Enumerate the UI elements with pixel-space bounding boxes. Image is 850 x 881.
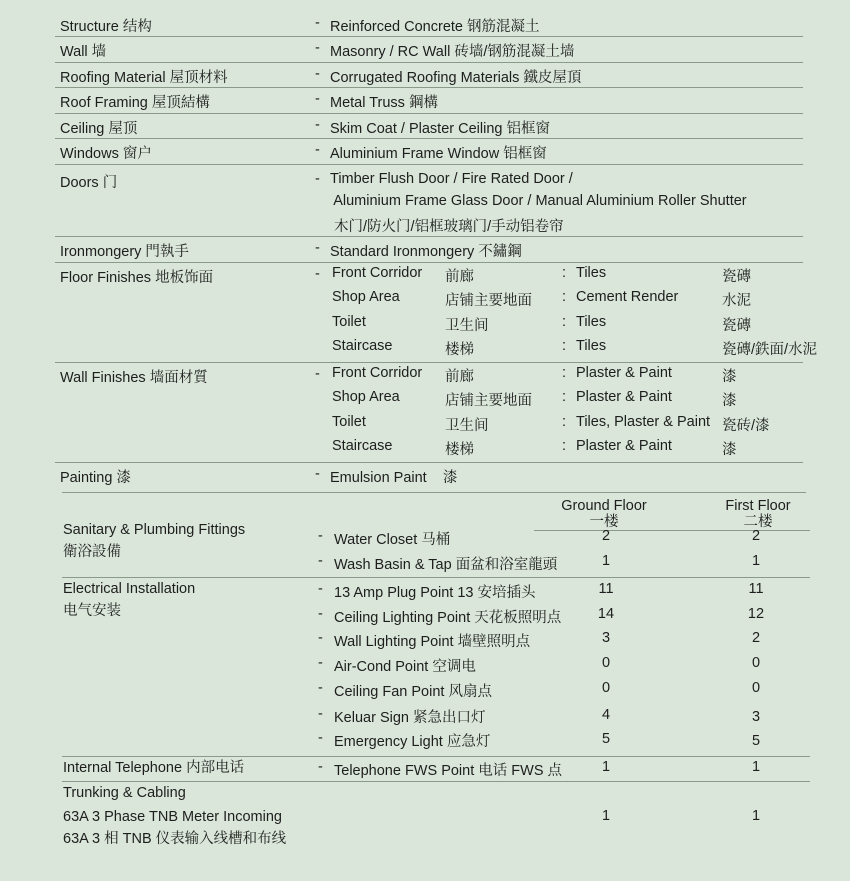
finish-area: Shop Area [332,289,400,305]
spec-row-structure [55,12,803,37]
finish-material: Cement Render [576,289,679,305]
floor-finishes-row [55,263,818,363]
spec-label: Roof Framing 屋顶結構 [60,95,210,111]
dash: - [315,239,320,256]
fitting-item-name: Telephone FWS Point 电话 FWS 点 [334,763,563,779]
finish-material-zh: 瓷砖/漆 [722,417,770,434]
spec-label: Structure 结构 [60,19,152,35]
specifications-table [55,12,818,489]
fitting-group-label [63,782,286,850]
spec-value-line: Corrugated Roofing Materials 鐵皮屋頂 [330,69,582,86]
first-floor-count: 2 [751,630,761,646]
fitting-item-name: Wall Lighting Point 墙壁照明点 [334,634,531,650]
finish-material-zh: 水泥 [722,293,751,309]
finish-material: Tiles, Plaster & Paint [576,413,711,430]
finish-material-zh: 漆 [722,393,737,409]
finish-row [330,338,850,363]
colon: : [562,413,567,430]
spec-value [330,40,574,62]
finish-material: Tiles [576,264,607,281]
ground-floor-count: 1 [601,553,611,569]
finish-material: Tiles [576,313,607,330]
finish-material: Plaster & Paint [576,364,672,381]
fitting-group-telephone [62,756,810,782]
spec-label: Wall Finishes 墙面材質 [60,369,208,386]
spec-row-ceiling [55,114,803,140]
ground-floor-count: 1 [601,759,611,775]
first-floor-count: 0 [751,680,761,696]
colon: : [562,338,567,354]
spec-value [330,240,522,262]
divider [62,492,806,493]
spec-row-doors [55,165,803,237]
first-floor-count: 5 [751,733,761,749]
finish-area-zh: 前廊 [445,368,474,385]
spec-row-windows [55,139,803,165]
spec-label: Painting 漆 [60,469,131,486]
spec-value [330,66,581,88]
fitting-item-name: Keluar Sign 紧急出口灯 [334,710,486,726]
spec-value [330,142,547,164]
wall-finishes-list [330,365,850,463]
finish-material: Plaster & Paint [576,389,672,405]
colon: : [562,438,567,454]
spec-value [330,15,540,37]
ground-floor-label: Ground Floor [561,498,647,514]
first-floor-count: 11 [748,581,764,597]
colon: : [562,264,567,281]
ground-floor-count: 1 [601,808,611,824]
finish-material-zh: 漆 [722,442,737,458]
ground-floor-count: 4 [601,707,611,723]
dash: - [315,40,320,56]
dash: - [318,581,323,597]
ground-floor-count: 14 [597,606,615,622]
spec-value-line: Standard Ironmongery 不鏽鋼 [330,243,522,260]
spec-value-line: Reinforced Concrete 钢筋混凝土 [330,19,540,35]
fitting-item-name: Ceiling Fan Point 风扇点 [334,684,492,700]
finish-area-zh: 店铺主要地面 [445,293,532,309]
finish-material-zh: 瓷磚/鉄面/水泥 [722,342,818,358]
dash: - [318,759,323,775]
dash: - [315,15,320,31]
fitting-group-label [63,519,245,563]
finish-area-zh: 前廊 [445,268,474,285]
dash: - [318,730,323,746]
spec-value-line: Emulsion Paint 漆 [330,469,458,486]
colon: : [562,289,567,305]
dash: - [318,630,323,646]
finish-material-zh: 瓷磚 [722,317,751,334]
trunking-item-zh: 63A 3 相 TNB 仪表输入线槽和布线 [63,831,287,847]
fitting-item-name: 13 Amp Plug Point 13 安培插头 [334,585,536,601]
fitting-item-name: Wash Basin & Tap 面盆和浴室龍頭 [334,557,558,573]
finish-area-zh: 店铺主要地面 [445,393,532,409]
finish-area: Front Corridor [332,264,423,281]
dash: - [315,365,320,382]
spec-row-roofing-material [55,63,803,89]
ground-floor-count: 2 [601,528,611,544]
spec-row-painting [55,463,803,489]
spec-value-line: Aluminium Frame Window 铝框窗 [330,146,547,162]
finish-area: Toilet [332,413,366,430]
spec-label: Ironmongery 門執手 [60,243,189,260]
ground-floor-count: 0 [601,680,611,696]
finish-area-zh: 楼梯 [445,342,474,358]
ground-floor-count: 11 [598,581,614,597]
spec-value [330,91,438,113]
fitting-item-name: Water Closet 马桶 [334,532,451,548]
first-floor-count: 1 [751,808,761,824]
spec-value [330,117,550,139]
trunking-item: 63A 3 Phase TNB Meter Incoming [63,809,282,825]
first-floor-count: 1 [751,759,761,775]
finish-area: Front Corridor [332,364,423,381]
finish-row [330,365,850,390]
first-floor-count: 2 [751,528,761,544]
finish-row [330,289,850,314]
spec-value-line: Masonry / RC Wall 砖墙/钢筋混凝土墙 [330,44,575,60]
spec-value [330,171,747,237]
finish-material-zh: 瓷磚 [722,268,751,285]
finish-row [330,414,850,439]
colon: : [562,389,567,405]
spec-label: Ceiling 屋顶 [60,120,138,137]
spec-row-roof-framing [55,88,803,114]
first-floor-count: 0 [751,655,761,671]
first-floor-count: 12 [747,606,765,622]
dash: - [315,265,320,282]
fitting-group-electrical [62,579,810,757]
fitting-group-label [63,578,195,622]
fitting-item-name: Emergency Light 应急灯 [334,734,491,750]
finish-row [330,314,850,339]
finish-row [330,438,850,463]
first-floor-label: First Floor [725,498,791,514]
spec-label: Doors 门 [60,174,118,191]
finish-area-zh: 卫生间 [445,317,489,334]
finish-area: Staircase [332,338,393,354]
spec-row-ironmongery [55,237,803,263]
colon: : [562,364,567,381]
dash: - [318,528,323,544]
spec-row-wall [55,37,803,63]
fitting-group-label-en: Electrical Installation [63,581,196,597]
finish-material: Plaster & Paint [576,438,672,454]
dash: - [318,606,323,622]
spec-label: Windows 窗户 [60,146,152,162]
ground-floor-header [544,498,664,530]
ground-floor-count: 0 [601,655,611,671]
spec-label: Floor Finishes 地板饰面 [60,269,214,286]
finish-row [330,389,850,414]
fitting-group-label-en: Trunking & Cabling [63,785,186,801]
finish-row [330,265,850,290]
dash: - [315,91,320,107]
dash: - [318,655,323,671]
fitting-group-label-en: Sanitary & Plumbing Fittings [63,522,246,538]
spec-label: Roofing Material 屋顶材料 [60,69,228,86]
spec-value-line: Metal Truss 鋼構 [330,95,438,111]
finish-material: Tiles [576,338,607,354]
fitting-item-name: Ceiling Lighting Point 天花板照明点 [334,610,562,626]
dash: - [315,170,320,187]
first-floor-count: 3 [751,709,761,725]
spec-label: Wall 墙 [60,44,107,60]
wall-finishes-row [55,363,803,463]
finish-material-zh: 漆 [722,368,737,385]
spec-value-line: Aluminium Frame Glass Door / Manual Aluminium Roller Shutter [330,192,747,209]
spec-value-line: 木门/防火门/铝框玻璃门/手动铝卷帘 [330,218,564,235]
ground-floor-count: 5 [601,731,611,747]
first-floor-count: 1 [751,553,761,569]
fitting-group-label-en: Internal Telephone 内部电话 [63,760,245,776]
finish-area: Toilet [332,313,366,330]
spec-value [330,466,457,488]
finish-area-zh: 楼梯 [445,442,474,458]
fitting-group-label [63,757,244,779]
dash: - [318,680,323,696]
fitting-item-name: Air-Cond Point 空调电 [334,659,476,675]
floor-finishes-list [330,265,850,363]
finish-area: Shop Area [332,389,400,405]
fitting-group-label-zh: 电气安装 [63,603,121,619]
dash: - [315,65,320,82]
first-floor-label-zh: 二楼 [743,514,773,530]
first-floor-header [698,498,818,530]
finish-area: Staircase [332,438,393,454]
dash: - [318,553,323,569]
ground-floor-count: 3 [601,630,611,646]
fitting-group-label-zh: 衛浴設備 [63,544,121,560]
colon: : [562,313,567,330]
dash: - [315,142,320,158]
dash: - [315,116,320,133]
fitting-group-trunking [62,782,810,852]
spec-value-line: Timber Flush Door / Fire Rated Door / [330,170,573,187]
finish-area-zh: 卫生间 [445,417,489,434]
dash: - [318,706,323,722]
spec-value-line: Skim Coat / Plaster Ceiling 铝框窗 [330,120,550,137]
ground-floor-label-zh: 一楼 [589,514,619,530]
dash: - [315,465,320,482]
